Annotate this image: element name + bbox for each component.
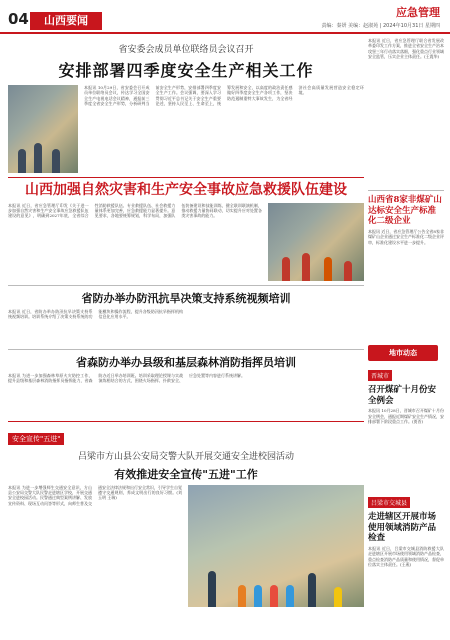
lead-body: 本报讯 10月29日，省安委会召开成员单位联络员会议，传达学习全国安全生产电视电话会议精神，通报前三季度全省安全生产形势，分析研判当前安全生产形势，安排部署四季度安全生产工作。会议强调，要深入学习贯彻习近平总书记关于安全生产重要论述，坚持人民至上、生命至上，统筹发展和安全，以高度的政治责任感做好四季度安全生产各项工作，坚决防范遏制重特大事故发生，为全省经济社会高质量发展营造安全稳定环境。 xyxy=(84,85,364,107)
fourth-article xyxy=(8,354,364,417)
campus-photo xyxy=(188,485,364,607)
campus-body: 本报讯 为进一步增强师生交通安全意识，方山县公安局交警大队民警走进辖区学校，开展交通安全进校园活动。民警通过典型案例讲解、发放宣传资料、现场互动问答等形式，向师生普及交通安全法律法规和出行安全常识，引导学生自觉遵守交通规则，养成文明出行的良好习惯。(刘玉明 王瑞) xyxy=(8,484,182,506)
right-section-name: 应急管理 xyxy=(396,6,440,19)
lead-photo xyxy=(8,85,78,173)
masthead xyxy=(0,0,450,34)
sidebar xyxy=(368,38,444,626)
lead-headline: 安排部署四季度安全生产相关工作 xyxy=(58,61,314,80)
lead-article xyxy=(8,42,364,173)
sidebar-article3-body: 本报讯 10月28日，晋城市召开煤矿十月份安全例会，通报近期煤矿安全生产情况，安排部署下阶段重点工作。(贾晋) xyxy=(368,408,444,424)
main-column xyxy=(8,38,364,607)
divider xyxy=(368,190,444,191)
section-name: 山西要闻 xyxy=(30,12,102,30)
third-article xyxy=(8,290,364,345)
second-photo xyxy=(268,203,364,281)
divider xyxy=(8,421,364,422)
sidebar-article2-body: 本报讯 近日，省应急管理厅公告全省8家非煤矿山企业通过安全生产标准化二级企业评审，标准化建设水平进一步提升。 xyxy=(368,228,444,245)
sidebar-article4-body: 本报讯 近日，吕梁市交城县消防救援大队走进辖区开展市场使用领域消防产品检查，重点检查消防产品质量和使用情况，督促单位落实主体责任。(王燕) xyxy=(368,546,444,568)
city-tag: 晋城市 xyxy=(368,370,392,381)
second-headline: 山西加强自然灾害和生产安全事故应急救援队伍建设 xyxy=(25,182,347,198)
third-body: 本报讯 近日，省防办举办防汛抗旱决策支持系统视频培训。培训系统介绍了决策支持系统的功能模块和操作流程，提升各级防汛抗旱指挥机构信息化应用水平。 xyxy=(8,308,183,319)
local-news-tag: 地市动态 xyxy=(368,345,438,361)
sidebar-article2-headline: 山西省8家非煤矿山达标安全生产标准化二级企业 xyxy=(368,195,442,227)
page-number: 04 xyxy=(8,10,29,28)
divider xyxy=(8,177,364,178)
campus-banner: 安全宣传"五进" xyxy=(8,433,64,445)
campus-headline: 有效推进安全宣传"五进"工作 xyxy=(114,467,258,481)
fourth-headline: 省森防办举办县级和基层森林消防指挥员培训 xyxy=(76,355,296,369)
second-body: 本报讯 近日，省应急管理厅印发《关于进一步加强自然灾害和生产安全事故应急救援队伍建设的意见》，明确到2027年底，全省综合性消防救援队伍、专业救援队伍、社会救援力量体系更加完善，应急救援能力显著提升。意见要求，各地要统筹规划，科学布局，加强队伍装备建设和技能训练，健全联训联演机制，推动救援力量协同联动，切实提升应对处置各类灾害事故的能力。 xyxy=(8,202,262,219)
second-article xyxy=(8,182,364,281)
fourth-body: 本报讯 为进一步加强森林草原火灾防控工作，提升县级和基层森林消防指挥员指挥能力，省森防办近日举办培训班。培训采取理论授课与实战演练相结合的方式，围绕火场指挥、扑救安全、应急处置等内容进行系统讲解。 xyxy=(8,372,245,383)
sidebar-article1-body: 本报讯 近日，省应急管理厅联合省发展改革委印发工作方案，推进全省安全生产治本攻坚三年行动落实落细，强化重点行业领域安全监管，压实企业主体责任。(王震华) xyxy=(368,38,444,60)
city-tag-2: 吕梁市交城县 xyxy=(368,497,410,508)
campus-kicker: 吕梁市方山县公安局交警大队开展交通安全进校园活动 xyxy=(77,451,294,462)
divider xyxy=(8,349,364,350)
sidebar-article3-headline: 召开煤矿十月份安全例会 xyxy=(368,384,437,406)
lead-kicker: 省安委会成员单位联络员会议召开 xyxy=(118,45,254,55)
issue-info: 责编：秦妍 美编：赵淑苑 | 2024年10月31日 星期四 xyxy=(321,23,440,29)
third-headline: 省防办举办防汛抗旱决策支持系统视频培训 xyxy=(81,291,291,305)
sidebar-article4-headline: 走进辖区开展市场使用领域消防产品检查 xyxy=(368,512,437,544)
campus-article xyxy=(8,426,364,607)
divider xyxy=(8,285,364,286)
